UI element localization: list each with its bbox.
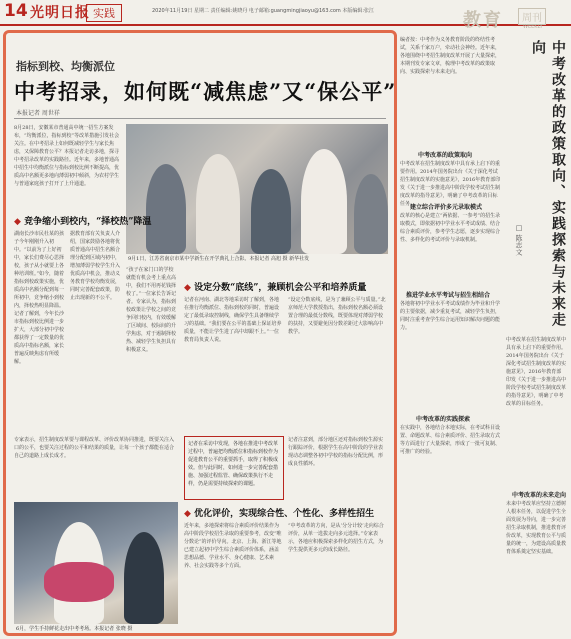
article-headline: 中考招录，如何既“减焦虑”又“保公平”	[14, 79, 397, 104]
opinion-lead: 编者按：中考作为义务教育阶段的终结性考试，关系千家万户，牵动社会神经。近年来，各地围绕中考招生制度改革开展了大量探索，本期刊发专家文章，梳理中考改革的政策取向、实践探索与未来走向。	[400, 37, 501, 75]
masthead: 光明日报	[30, 5, 90, 21]
col5-text-a: 近年来，多地探索将综合素质评价结果作为高中阶段学校招生录取的重要参考，改变“唯分数论”的评价导向。北京、上海、浙江等地已建立起初中学生综合素质评价体系，涵盖思想品德、学业水平、身心健康、艺术素养、社会实践等多个方面。	[184, 523, 282, 569]
article-intro: 8月28日，安徽某市普通高中统一招生方案发布，“均衡派位，指标到校”等改革措施引发社会关注。在中考招录上如何既减轻学生与家长焦虑，又保障教育公平？本报记者走访多地，探寻中考招录改革的实践路径。近年来，多地普通高中招生中均衡派位与指标到校比例不断提高，优质高中名额更多地向薄弱初中倾斜，为农村学生与普通家庭孩子打开了上升通道。	[14, 125, 120, 187]
col1-text-b: 据教育部有关负责人介绍，国家鼓励各地将优质普通高中招生名额合理分配到区域内初中，增加薄弱学校学生升入优质高中机会，推动义务教育学校均衡发展，同时完善配套政策，防止出现新的不公平。	[70, 231, 121, 301]
section-label: 实践	[86, 4, 122, 22]
col2-text-a: “孩子在家门口的学校就能有机会考上重点高中，我们不用再花钱择校了。”一位家长告诉记者。专家认为，指标到校政策让学校之间的竞争回归校内，有效缓解了区域间、校际间的升学焦虑，对于遏制择校热、减轻学生负担具有积极意义。	[126, 267, 177, 353]
opinion-author: □ 陈志文	[515, 224, 523, 256]
col3-text-a: 记者在河南、湖北等地采访时了解到，各地在推行均衡派位、指标到校的同时，普遍设定了最低录取控制线，确保学生具备继续学习的基础。“我们要在公平的基础上保证培养质量，不能让学生进了高中却跟不上。”一位教育局负责人说。	[184, 297, 282, 343]
divider	[14, 118, 386, 119]
opinion-para-4: 在实践中，各地结合本地实际，在考试科目设置、命题改革、综合素质评价、招生录取方式等方面进行了大量探索，形成了一批可复制、可推广的经验。	[400, 425, 501, 455]
opinion-title: 中考改革的政策取向、实践探索与未来走向	[530, 40, 566, 328]
col4-text-b: 专家表示，招生制度改革要与课程改革、评价改革协同推进，既要关注入口的公平，也要关注过程的公平和结果的质量，让每一个孩子都能在适合自己的道路上成长成才。	[14, 437, 175, 459]
weekly-en-label: WEEKLY	[523, 24, 543, 30]
opinion-subhead-5: 中考改革的未来走向	[512, 492, 567, 499]
photo-students-flowers	[14, 502, 178, 624]
subhead-score-floor: ◆ 设定分数“底线”，兼顾机会公平和培养质量	[184, 283, 367, 293]
subhead-school-competition: ◆ 竞争缩小到校内，“择校热”降温	[14, 217, 152, 227]
opinion-para-1: 中考改革在招生制度改革中具有承上启下的重要作用。2014年国务院出台《关于深化考试招生制度改革的实施意见》，2016年教育部印发《关于进一步推进高中阶段学校考试招生制度改革的指导意见》，明确了中考改革的目标任务。	[400, 161, 501, 207]
opinion-para-2: 改革的核心是建立“两依据、一参考”的招生录取模式，即依据初中学业水平考试成绩、结合综合素质评价，参考学生志愿，逐步实现综合性、多样化的考试评价与录取机制。	[400, 213, 501, 243]
col3-text-b: “设定分数底线，是为了兼顾公平与质量。”北京师范大学教授指出，指标到校名额必须设置合理的最低分数线，既要体现对薄弱学校的扶持，又要避免因分数差距过大影响高中教学。	[288, 297, 386, 335]
opinion-para-3: 各地将初中学业水平考试成绩作为毕业和升学的主要依据，减少重复考试，减轻学生负担，同时注重考查学生综合运用知识解决问题的能力。	[400, 301, 501, 331]
article-byline: 本报记者 周世祥	[16, 110, 60, 117]
photo1-caption: 9月1日，江苏省南京市某中学新生在开学典礼上合影。本报记者 高旭 摄 新华社发	[128, 256, 310, 262]
page-meta: 2020年11月19日 星期二 责任编辑:姚晓丹 电子邮箱:guangmingjiaoyu@163.com 本版编辑:张江	[152, 8, 375, 14]
col4-text-a: 记者注意到，部分地区还对指标到校生源实行跟踪评价，根据学生在高中阶段的学业表现动态调整各初中学校的指标分配比例，形成良性循环。	[288, 437, 384, 467]
editor-note-box: 记者在采访中发现，各地在推进中考改革过程中，普遍把均衡派位和指标到校作为促进教育公平的重要抓手，取得了积极成效。但与此同时，如何进一步完善配套措施、加强过程监管、确保政策执行不走样，仍是需要持续探索的课题。	[184, 436, 284, 500]
photo-students-ceremony	[126, 124, 388, 254]
col1-text-a: 湖南长沙市民杜某的孩子今年刚刚升入初中。“以前为了上好初中，家长们费尽心思择校，孩子从小就要上各种培训班。”如今，随着指标到校政策实施，优质高中名额分配到每一所初中，竞争缩小到校内，择校热明显降温。记者了解到，今年长沙市指标到校比例进一步扩大，大部分初中学校都获得了一定数量的优质高中指标名额，家长普遍反映焦虑有所缓解。	[14, 231, 65, 365]
education-label: 教育	[463, 10, 503, 31]
weekly-label: 周刊	[518, 8, 546, 25]
opinion-subhead-4: 中考改革的实践探索	[416, 416, 471, 423]
subhead-evaluation: ◆ 优化评价，实现综合性、个性化、多样性招生	[184, 509, 375, 519]
opinion-para-5a: 中考改革在招生制度改革中具有承上启下的重要作用。2014年国务院出台《关于深化考试招生制度改革的实施意见》，2016年教育部印发《关于进一步推进高中阶段学校考试招生制度改革的指导意见》，明确了中考改革的目标任务。	[506, 337, 567, 407]
page-number: 14	[4, 1, 28, 21]
opinion-para-5: 未来中考改革应坚持立德树人根本任务，以促进学生全面发展为导向，进一步完善招生录取机制，推进教育评价改革，实现教育公平与质量的统一，为建设高质量教育体系奠定坚实基础。	[506, 501, 567, 555]
opinion-subhead-1: 中考改革的政策取向	[418, 152, 473, 159]
opinion-subhead-2: 建立综合评价多元录取模式	[410, 204, 483, 211]
photo3-caption: 6月，学生手持鲜花走出中考考场。本报记者 张晓 摄	[16, 626, 133, 632]
opinion-subhead-3: 推进学业水平考试与招生相结合	[406, 292, 491, 299]
col5-text-b: “中考改革的方向，是从‘分分计较’走向综合评价，从单一选拔走向多元选择。”专家表示，各地应积极探索多样化的招生方式，为学生提供更多元的成长路径。	[288, 523, 384, 553]
article-kicker: 指标到校、均衡派位	[16, 60, 115, 73]
